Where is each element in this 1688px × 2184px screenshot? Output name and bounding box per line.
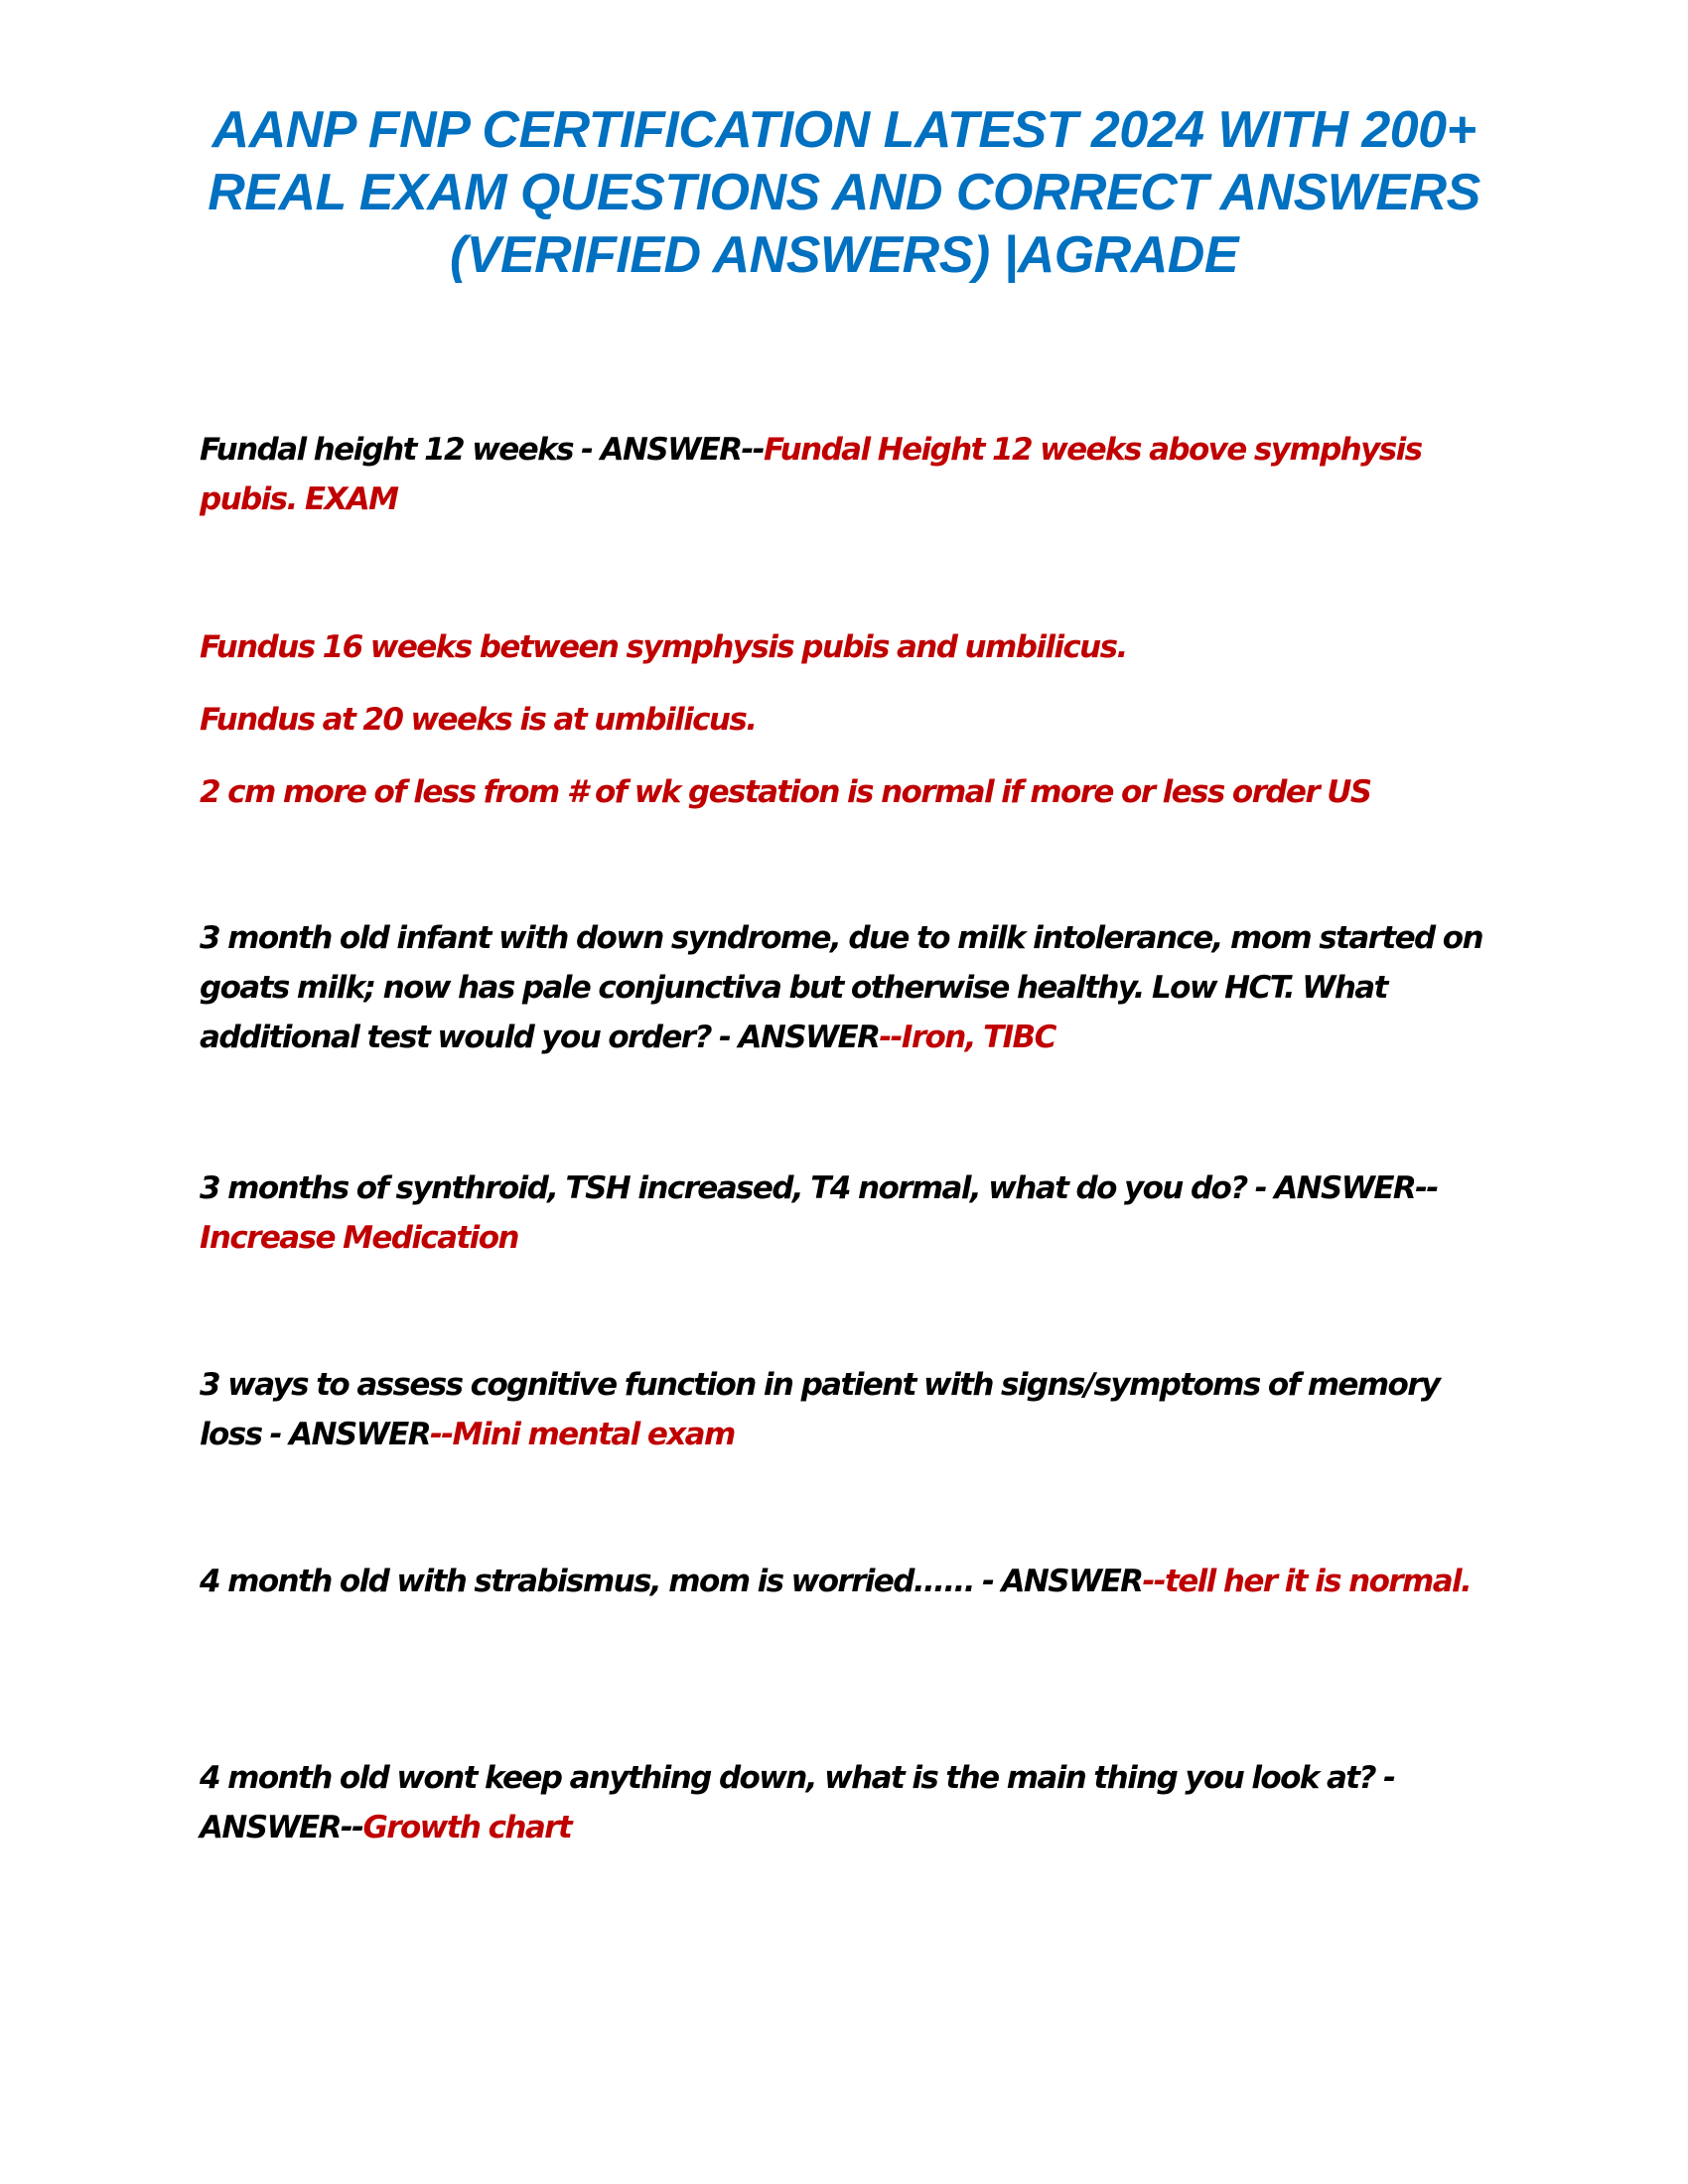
question-text: 3 month old infant with down syndrome, due to milk intolerance, mom started on goats milk; now has pale conjunctiva but otherwise healthy. Low HCT. What additional test would you order? - ANSWER: [200, 920, 1482, 1055]
answer-text: --Iron, TIBC: [879, 1020, 1055, 1055]
note-fundus-16-weeks: [200, 622, 1490, 672]
answer-text: --Mini mental exam: [429, 1417, 735, 1452]
question-text: Fundal height 12 weeks - ANSWER--: [200, 432, 765, 468]
answer-text: Fundal Height 12 weeks above symphysis pubis. EXAM: [200, 432, 1422, 517]
answer-text: Growth chart: [362, 1810, 572, 1845]
note-fundus-20-weeks: [200, 695, 1490, 745]
answer-text: --tell her it is normal.: [1142, 1564, 1472, 1599]
question-text: 4 month old with strabismus, mom is worried...... - ANSWER: [200, 1564, 1143, 1599]
qa-entry-down-syndrome-infant: [200, 913, 1490, 1062]
question-text: 4 month old wont keep anything down, what is the main thing you look at? - ANSWER--: [200, 1760, 1395, 1845]
answer-text: Fundus at 20 weeks is at umbilicus.: [200, 702, 757, 738]
question-text: 3 months of synthroid, TSH increased, T4 normal, what do you do? - ANSWER--: [200, 1170, 1438, 1206]
qa-entry-strabismus: [200, 1557, 1490, 1606]
qa-entry-fundal-height-12: [200, 425, 1490, 524]
qa-entry-vomiting-infant: [200, 1753, 1490, 1852]
qa-entry-synthroid: [200, 1163, 1490, 1263]
answer-text: 2 cm more of less from # of wk gestation is normal if more or less order US: [200, 774, 1371, 810]
qa-entry-cognitive-function: [200, 1360, 1490, 1459]
answer-text: Increase Medication: [200, 1220, 518, 1256]
note-gestation-cm-rule: [200, 767, 1490, 817]
document-title: AANP FNP CERTIFICATION LATEST 2024 WITH 200+ REAL EXAM QUESTIONS AND CORRECT ANSWERS (VERIFIED ANSWERS) |AGRADE: [208, 101, 1480, 284]
answer-text: Fundus 16 weeks between symphysis pubis and umbilicus.: [200, 629, 1127, 665]
question-text: 3 ways to assess cognitive function in patient with signs/symptoms of memory loss - ANSWER: [200, 1367, 1440, 1452]
